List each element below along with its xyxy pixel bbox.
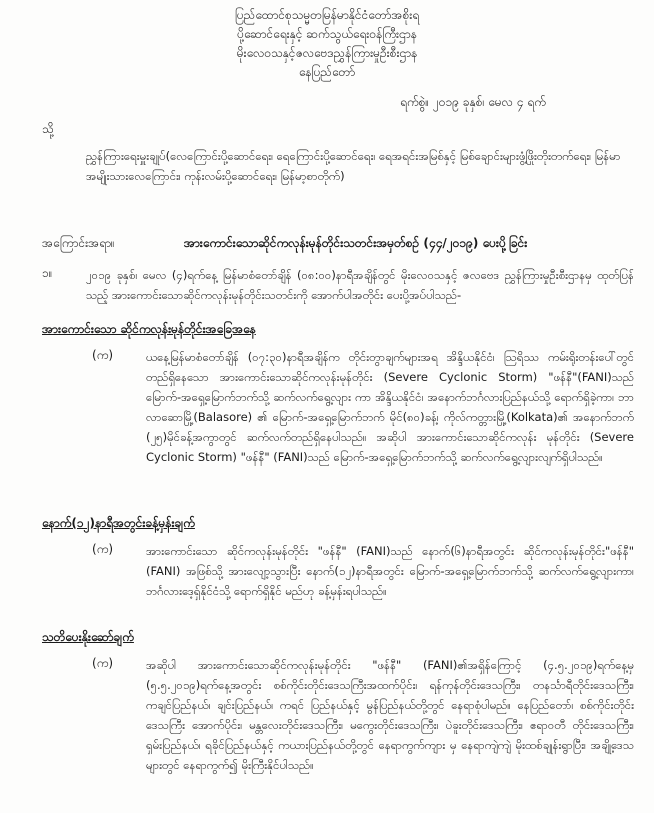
intro-paragraph: ၂၀၁၉ ခုနှစ်၊ မေလ (၄)ရက်နေ့ မြန်မာစံတော်ချိန် (၀၈:၀၀)နာရီအချိန်တွင် မိုးလေဝသနှင့် ဇလဗေဒ ညွှန်ကြားမှုဦးစီးဌာနမှ ထုတ်ပြန်သည့် အားကောင်းသောဆိုင်ကလုန်းမုန်တိုင်းသတင်းကို အောက်ပါအတိုင်း ပေးပို့အပ်ပါသည်-	[86, 268, 634, 302]
paragraph-number: ၁။	[42, 266, 53, 280]
to-label: သို့	[42, 122, 54, 136]
letter-date: ရက်စွဲ။ ၂၀၁၉ ခုနှစ်၊ မေလ ၄ ရက်	[400, 95, 546, 109]
letterhead-government: ပြည်ထောင်စုသမ္မတမြန်မာနိုင်ငံတော်အစိုးရ	[234, 8, 420, 22]
section-heading-forecast: နောက်(၁၂)နာရီအတွင်းခန့်မှန်းချက်	[42, 516, 195, 530]
forecast-text: အားကောင်းသော ဆိုင်ကလုန်းမုန်တိုင်း "ဖန်နီ" (FANI)သည် နောက်(၆)နာရီအတွင်း ဆိုင်ကလုန်းမုန်တိုင်း"ဖန်နီ"(FANI) အဖြစ်သို့ အားလျော့သွားပြီး နောက်(၁၂)နာရီအတွင်း မြောက်-အရှေ့မြောက်ဘက်သို့ ဆက်လက်ရွေ့လျားကာ၊ ဘင်္ဂလားဒေ့ရှ်နိုင်ငံသို့ ရောက်ရှိနိုင် မည်ဟု ခန့်မှန်းရပါသည်။	[146, 544, 634, 598]
section-heading-warning: သတိပေးနိုးဆော်ချက်	[42, 630, 134, 644]
item-label: (က)	[92, 348, 114, 362]
recipients-list: ညွှန်ကြားရေးမှူးချုပ်(လေကြောင်းပို့ဆောင်ရေး၊ ရေကြောင်းပို့ဆောင်ရေး၊ ရေအရင်းအမြစ်နှင့် မြစ်ချောင်းများဖွံ့ဖြိုးတိုးတက်ရေး၊ မြန်မာအမျိုးသားလေကြောင်း၊ ကုန်းလမ်းပို့ဆောင်ရေး၊ မြန်မာ့စာတိုက်)	[86, 149, 621, 183]
item-label: (က)	[92, 542, 114, 556]
subject-text: အားကောင်းသောဆိုင်ကလုန်းမုန်တိုင်းသတင်းအမှတ်စဉ် (၄၄/၂၀၁၉) ပေးပို့ခြင်း	[183, 236, 528, 250]
warning-text: အဆိုပါ အားကောင်းသောဆိုင်ကလုန်းမုန်တိုင်း "ဖန်နီ" (FANI)၏အရှိန်ကြောင့် (၄.၅.၂၀၁၉)ရက်နေ့မှ (၅.၅.၂၀၁၉)ရက်နေ့အတွင်း စစ်ကိုင်းတိုင်းဒေသကြီးအထက်ပိုင်း၊ ရန်ကုန်တိုင်းဒေသကြီး၊ တနင်္သာရီတိုင်းဒေသကြီး၊ ကချင်ပြည်နယ်၊ ချင်းပြည်နယ်၊ ကရင် ပြည်နယ်နှင့် မွန်ပြည်နယ်တို့တွင် နေရာစုံပါမည်။ နေပြည်တော်၊ စစ်ကိုင်းတိုင်းဒေသကြီး အောက်ပိုင်း၊ မန္တလေးတိုင်းဒေသကြီး၊ မကွေးတိုင်းဒေသကြီး၊ ပဲခူးတိုင်းဒေသကြီး၊ ဧရာဝတီ တိုင်းဒေသကြီး၊ ရှမ်းပြည်နယ်၊ ရခိုင်ပြည်နယ်နှင့် ကယားပြည်နယ်တို့တွင် နေရာကွက်ကျား မှ နေရာကျဲကျဲ မိုးထစ်ချုန်းရွာပြီး၊ အချို့ဒေသများတွင် နေရာကွက်၍ မိုးကြီးနိုင်ပါသည်။	[146, 658, 634, 772]
item-label: (က)	[92, 656, 114, 670]
letterhead	[0, 6, 654, 82]
current-status-text: ယနေ့မြန်မာစံတော်ချိန် (၀၇:၃၀)နာရီအချိန်က တိုင်းတွာချက်များအရ အိန္ဒိယနိုင်ငံ၊ ဩရိဿ ကမ်းရိုးတန်းပေါ်တွင် တည်ရှိနေသော အားကောင်းသောဆိုင်ကလုန်းမုန်တိုင်း (Severe Cyclonic Storm) "ဖန်နီ"(FANI)သည် မြောက်-အရှေ့မြောက်ဘက်သို့ ဆက်လက်ရွေ့လျား ကာ အိန္ဒိယနိုင်ငံ၊ အနောက်ဘင်္ဂလားပြည်နယ်သို့ ရောက်ရှိခဲ့ကာ၊ ဘာလာဆောမြို့(Balasore) ၏ မြောက်-အရှေ့မြောက်ဘက် မိုင်(၈၀)ခန့်၊ ကိုလ်ကတ္တားမြို့(Kolkata)၏ အနောက်ဘက် (၂၅)မိုင်ခန့်အကွာတွင် ဆက်လက်တည်ရှိနေပါသည်။ အဆိုပါ အားကောင်းသောဆိုင်ကလုန်း မုန်တိုင်း (Severe Cyclonic Storm) "ဖန်နီ" (FANI)သည် မြောက်-အရှေ့မြောက်ဘက်သို့ ဆက်လက်ရွေ့လျားလျက်ရှိပါသည်။	[146, 350, 634, 464]
letterhead-department: မိုးလေဝသနှင့်ဇလဗေဒညွှန်ကြားမှုဦးစီးဌာန	[236, 46, 418, 60]
letterhead-ministry: ပို့ဆောင်ရေးနှင့် ဆက်သွယ်ရေးဝန်ကြီးဌာန	[237, 27, 417, 41]
letterhead-city: နေပြည်တော်	[298, 65, 356, 79]
subject-row	[42, 235, 642, 253]
subject-label: အကြောင်းအရာ။	[42, 236, 115, 250]
section-heading-current-status: အားကောင်းသော ဆိုင်ကလုန်းမုန်တိုင်းအခြေအနေ	[42, 322, 256, 336]
